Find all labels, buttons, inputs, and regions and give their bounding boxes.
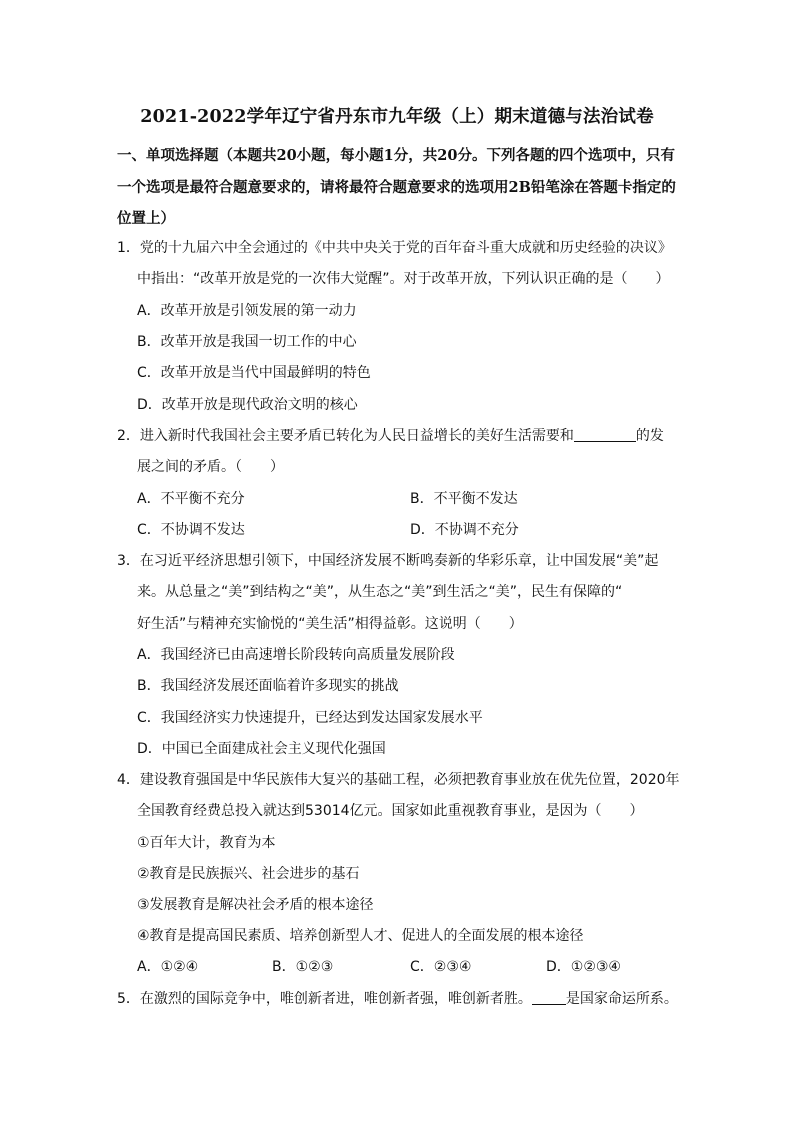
q4-option-a: A．①②④ xyxy=(137,959,199,975)
q2-stem-line2: 展之间的矛盾。（ ） xyxy=(137,459,284,475)
q2-option-b: B．不平衡不发达 xyxy=(410,491,518,507)
q1-stem-line2: 中指出：“改革开放是党的一次伟大觉醒”。对于改革开放，下列认识正确的是（ ） xyxy=(137,271,670,287)
q1-option-b: B．改革开放是我国一切工作的中心 xyxy=(137,334,357,350)
q1-stem-line1: 1．党的十九届六中全会通过的《中共中央关于党的百年奋斗重大成就和历史经验的决议》 xyxy=(117,240,672,256)
q4-option-b: B．①②③ xyxy=(272,959,334,975)
q2-stem-text: 2．进入新时代我国社会主要矛盾已转化为人民日益增长的美好生活需要和 xyxy=(117,428,574,444)
answer-blank xyxy=(532,990,566,1005)
q4-option-d: D．①②③④ xyxy=(546,959,621,975)
page-title: 2021-2022学年辽宁省丹东市九年级（上）期末道德与法治试卷 xyxy=(140,107,654,127)
q2-option-a: A．不平衡不充分 xyxy=(137,491,245,507)
q5-stem-tail: 是国家命运所系。 xyxy=(565,991,678,1007)
section-heading: 一、单项选择题（本题共20小题，每小题1分，共20分。下列各题的四个选项中，只有一个选项是最符合题意要求的，请将最符合题意要求的选项用2B铅笔涂在答题卡指定的位置上） xyxy=(117,147,676,227)
q1-option-d: D．改革开放是现代政治文明的核心 xyxy=(137,397,358,413)
q2-option-d: D．不协调不充分 xyxy=(410,522,519,538)
q1-option-a: A．改革开放是引领发展的第一动力 xyxy=(137,303,357,319)
q1-option-c: C．改革开放是当代中国最鲜明的特色 xyxy=(137,365,371,381)
q3-option-a: A．我国经济已由高速增长阶段转向高质量发展阶段 xyxy=(137,647,455,663)
q3-option-c: C．我国经济实力快速提升，已经达到发达国家发展水平 xyxy=(137,710,483,726)
q3-option-b: B．我国经济发展还面临着许多现实的挑战 xyxy=(137,678,399,694)
q3-stem-line1: 3．在习近平经济思想引领下，中国经济发展不断鸣奏新的华彩乐章，让中国发展“美”起 xyxy=(117,553,659,569)
q4-stem-line2: 全国教育经费总投入就达到53014亿元。国家如此重视教育事业，是因为（ ） xyxy=(137,803,644,819)
q4-statement-3: ③发展教育是解决社会矛盾的根本途径 xyxy=(137,897,374,913)
q5-stem-text: 5．在激烈的国际竞争中，唯创新者进，唯创新者强，唯创新者胜。 xyxy=(117,991,532,1007)
q3-option-d: D．中国已全面建成社会主义现代化强国 xyxy=(137,741,386,757)
q2-stem-line1 xyxy=(117,425,664,445)
q2-stem-tail: 的发 xyxy=(635,428,664,444)
q4-statement-2: ②教育是民族振兴、社会进步的基石 xyxy=(137,866,360,882)
q4-statement-1: ①百年大计，教育为本 xyxy=(137,835,276,851)
answer-blank xyxy=(574,427,636,442)
q3-stem-line2: 来。从总量之“美”到结构之“美”，从生态之“美”到生活之“美”，民生有保障的“ xyxy=(137,584,623,600)
q4-stem-line1: 4．建设教育强国是中华民族伟大复兴的基础工程，必须把教育事业放在优先位置，2020年 xyxy=(117,772,680,788)
q2-option-c: C．不协调不发达 xyxy=(137,522,245,538)
q3-stem-line3: 好生活”与精神充实愉悦的“美生活”相得益彰。这说明（ ） xyxy=(137,616,523,632)
q4-statement-4: ④教育是提高国民素质、培养创新型人才、促进人的全面发展的根本途径 xyxy=(137,928,584,944)
q5-stem-line1 xyxy=(117,988,678,1008)
q4-option-c: C．②③④ xyxy=(410,959,472,975)
